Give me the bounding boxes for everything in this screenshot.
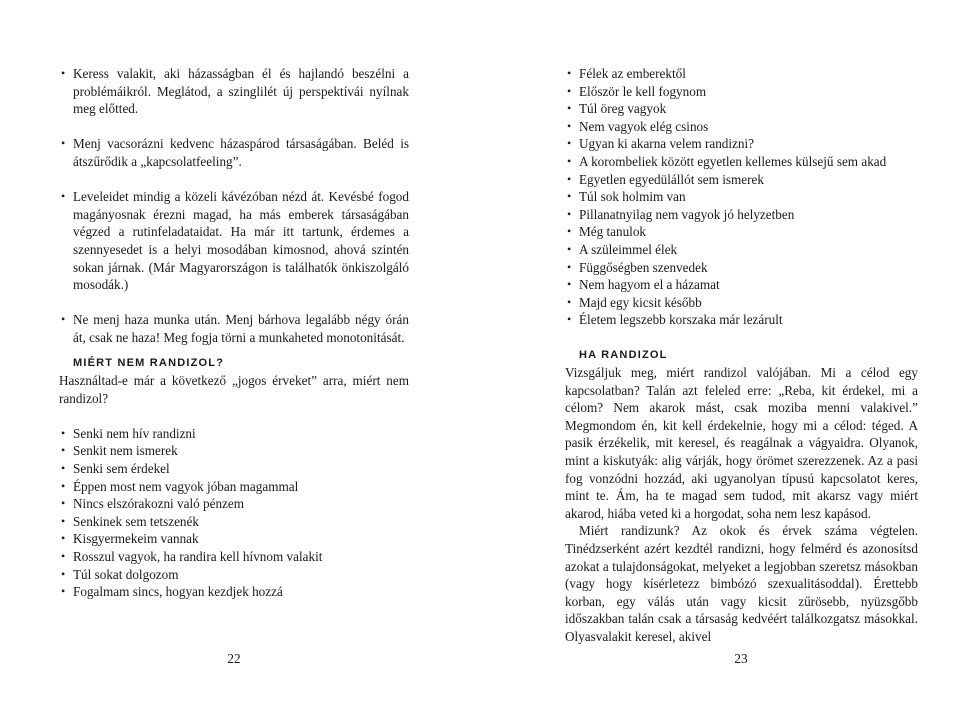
list-item: • Életem legszebb korszaka már lezárult xyxy=(565,311,918,329)
section-heading: MIÉRT NEM RANDIZOL? xyxy=(73,356,225,369)
section-heading: HA RANDIZOL xyxy=(579,348,668,361)
list-item: • Félek az emberektől xyxy=(565,65,918,83)
body-paragraph: Vizsgáljuk meg, miért randizol valójában. Mi a célod egy kapcsolatban? Talán azt feleled erre: „Reba, kit érdekel, mi a célom? Nem akarok mást, csak moziba menni valakivel.” Megmondom én, kit kell érdekelnie, hogy mi a célod: téged. A pasik érzékelik, mit keresel, és reagálnak a vágyaidra. Olyanok, mint a kiskutyák: alig várják, hogy örömet szerezzenek. Az a pasi fog vonzódni hozzád, aki ugyanolyan típusú kapcsolatot keres, mint te. Ám, ha te magad sem tudod, mit akarsz vagy miért akarod, hiába veted ki a horgodat, soha nem lesz kapásod. xyxy=(565,365,918,521)
excuses-list xyxy=(59,425,409,601)
list-item: • Éppen most nem vagyok jóban magammal xyxy=(59,478,409,496)
list-item: • Túl sokat dolgozom xyxy=(59,566,409,584)
left-page xyxy=(0,0,484,720)
section-intro: Használtad-e már a következő „jogos érveket” arra, miért nem randizol? xyxy=(59,373,409,406)
list-item: • Pillanatnyilag nem vagyok jó helyzetben xyxy=(565,206,918,224)
list-item: • Rosszul vagyok, ha randira kell hívnom valakit xyxy=(59,548,409,566)
list-item: • Fogalmam sincs, hogyan kezdjek hozzá xyxy=(59,583,409,601)
list-item: • Túl öreg vagyok xyxy=(565,100,918,118)
list-item: • Nem vagyok elég csinos xyxy=(565,118,918,136)
list-item: • Senkit nem ismerek xyxy=(59,442,409,460)
list-item: • Egyetlen egyedülállót sem ismerek xyxy=(565,171,918,189)
list-item: • Túl sok holmim van xyxy=(565,188,918,206)
list-item: • Kisgyermekeim vannak xyxy=(59,530,409,548)
bullet-paragraph: • Keress valakit, aki házasságban él és hajlandó beszélni a problémáikról. Meglátod, a szinglilét új perspektívái nyílnak meg előtted. xyxy=(59,65,409,118)
right-page xyxy=(485,0,969,720)
list-item: • Először le kell fogynom xyxy=(565,83,918,101)
list-item: • Még tanulok xyxy=(565,223,918,241)
bullet-paragraph: • Leveleidet mindig a közeli kávézóban nézd át. Kevésbé fogod magányosnak érezni magad, ha más emberek társaságában végzed a rutinfeladataidat. Ha már itt tartunk, érdemes a szennyesedet is a helyi mosodában kimosnod, ahová szintén sokan járnak. (Már Magyarországon is találhatók önkiszolgáló mosodák.) xyxy=(59,188,409,294)
bullet-paragraph: • Menj vacsorázni kedvenc házaspárod társaságában. Beléd is átszűrődik a „kapcsolatfeeling”. xyxy=(59,135,409,170)
list-item: • Nem hagyom el a házamat xyxy=(565,276,918,294)
list-item: • A szüleimmel élek xyxy=(565,241,918,259)
list-item: • Senkinek sem tetszenék xyxy=(59,513,409,531)
list-item: • Senki sem érdekel xyxy=(59,460,409,478)
list-item: • A korombeliek között egyetlen kellemes külsejű sem akad xyxy=(565,153,918,171)
page-number: 22 xyxy=(227,651,241,666)
list-item: • Senki nem hív randizni xyxy=(59,425,409,443)
list-item: • Függőségben szenvedek xyxy=(565,259,918,277)
page-number: 23 xyxy=(734,651,748,666)
left-text-column xyxy=(59,65,409,601)
body-paragraph: Miért randizunk? Az okok és érvek száma végtelen. Tinédzserként azért kezdtél randizni, hogy felmérd és azonosítsd azokat a tulajdonságokat, melyeket a legjobban szeretsz másokban (vagy hogy kísérletezz bimbózó szexualitásoddal). Érettebb korban, egy válás után vagy kicsit zűrösebb, nyüzsgőbb időszakban talán csak a társaság kedvéért találkozgatsz másokkal. Olyasvalakit keresel, akivel xyxy=(565,523,918,644)
excuses-list-continued xyxy=(565,65,918,329)
list-item: • Ugyan ki akarna velem randizni? xyxy=(565,135,918,153)
right-text-column xyxy=(565,65,918,646)
bullet-paragraph: • Ne menj haza munka után. Menj bárhova legalább négy órán át, csak ne haza! Meg fogja törni a munkaheted monotonitását. xyxy=(59,311,409,346)
list-item: • Majd egy kicsit később xyxy=(565,294,918,312)
list-item: • Nincs elszórakozni való pénzem xyxy=(59,495,409,513)
